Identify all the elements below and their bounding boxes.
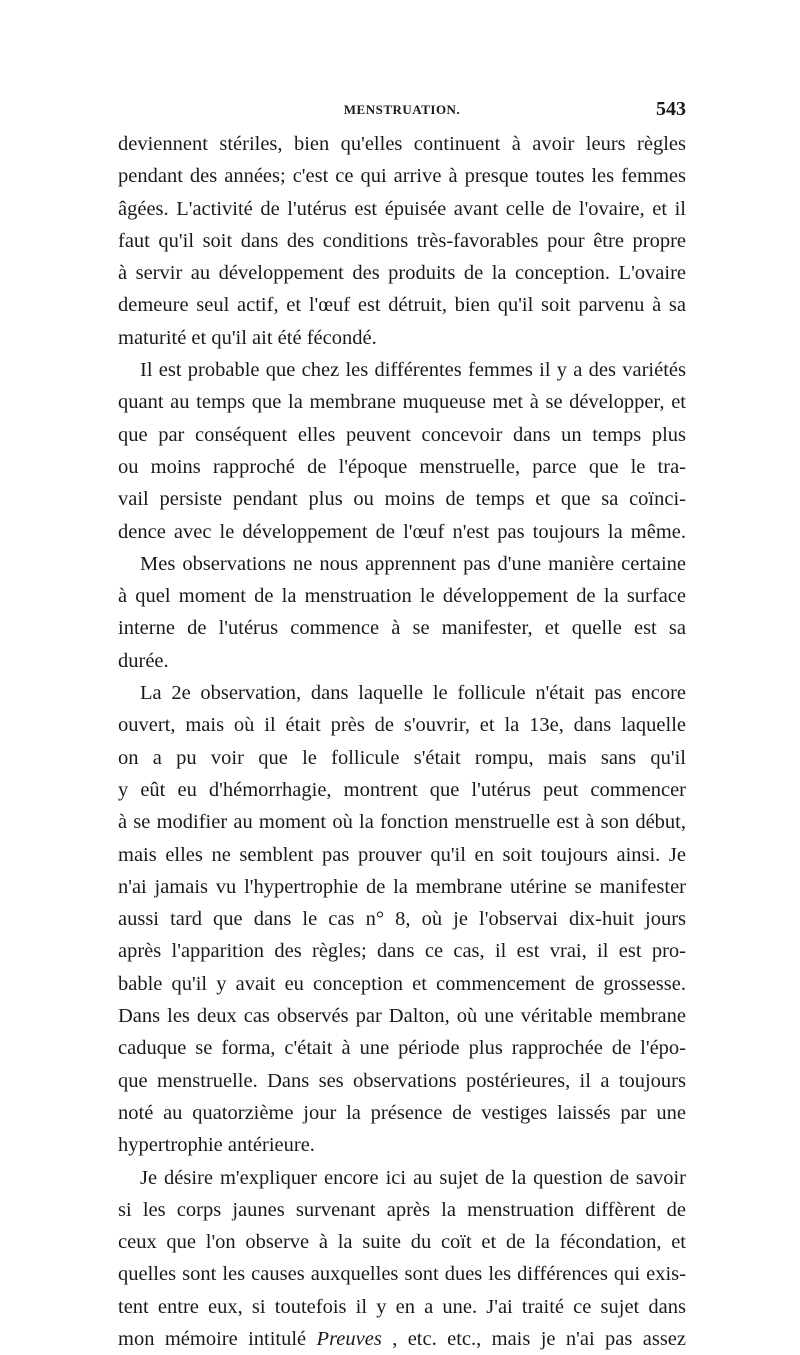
text-line: Il est probable que chez les différentes femmes il y a des variétés bbox=[140, 359, 686, 382]
text-line: caduque se forma, c'était à une période plus rapprochée de l'épo- bbox=[118, 1037, 686, 1060]
italic-title: Preuves bbox=[316, 1327, 382, 1350]
text-line: à se modifier au moment où la fonction menstruelle est à son début, bbox=[118, 811, 686, 834]
text-line: maturité et qu'il ait été fécondé. bbox=[118, 326, 377, 349]
text-line: après l'apparition des règles; dans ce cas, il est vrai, il est pro- bbox=[118, 940, 686, 963]
text-line: ouvert, mais où il était près de s'ouvrir, et la 13e, dans laquelle bbox=[118, 714, 686, 737]
text-line: âgées. L'activité de l'utérus est épuisée avant celle de l'ovaire, et il bbox=[118, 197, 686, 220]
text-line-last bbox=[118, 1323, 686, 1355]
text-fragment: mon mémoire intitulé bbox=[118, 1327, 317, 1350]
text-line: vail persiste pendant plus ou moins de temps et que sa coïnci- bbox=[118, 488, 686, 511]
text-line: que menstruelle. Dans ses observations postérieures, il a toujours bbox=[118, 1069, 686, 1092]
text-line: demeure seul actif, et l'œuf est détruit, bien qu'il soit parvenu à sa bbox=[118, 294, 686, 317]
text-line: Je désire m'expliquer encore ici au sujet de la question de savoir bbox=[140, 1166, 686, 1189]
text-line: faut qu'il soit dans des conditions très-favorables pour être propre bbox=[118, 229, 686, 252]
text-line: durée. bbox=[118, 649, 169, 672]
text-line: hypertrophie antérieure. bbox=[118, 1134, 315, 1157]
running-head: MENSTRUATION. bbox=[343, 102, 461, 117]
text-line: tent entre eux, si toutefois il y en a une. J'ai traité ce sujet dans bbox=[118, 1295, 686, 1318]
text-line: Dans les deux cas observés par Dalton, où une véritable membrane bbox=[118, 1005, 686, 1028]
text-line: La 2e observation, dans laquelle le follicule n'était pas encore bbox=[140, 682, 686, 705]
text-line: y eût eu d'hémorrhagie, montrent que l'utérus peut commencer bbox=[118, 778, 686, 801]
text-line: n'ai jamais vu l'hypertrophie de la membrane utérine se manifester bbox=[118, 875, 686, 898]
text-line: bable qu'il y avait eu conception et commencement de grossesse. bbox=[118, 972, 686, 995]
text-line: dence avec le développement de l'œuf n'est pas toujours la même. bbox=[118, 520, 686, 543]
text-line: ceux que l'on observe à la suite du coït et de la fécondation, et bbox=[118, 1231, 686, 1254]
text-line: ou moins rapproché de l'époque menstruelle, parce que le tra- bbox=[118, 455, 686, 478]
text-line: à servir au développement des produits de la conception. L'ovaire bbox=[118, 262, 686, 285]
text-line: quelles sont les causes auxquelles sont dues les différences qui exis- bbox=[118, 1263, 686, 1286]
page-header bbox=[118, 98, 686, 128]
text-line: pendant des années; c'est ce qui arrive à presque toutes les femmes bbox=[118, 165, 686, 188]
text-line: que par conséquent elles peuvent concevoir dans un temps plus bbox=[118, 423, 686, 446]
text-line: mais elles ne semblent pas prouver qu'il en soit toujours ainsi. Je bbox=[118, 843, 686, 866]
text-line: deviennent stériles, bien qu'elles continuent à avoir leurs règles bbox=[118, 133, 686, 155]
text-line: aussi tard que dans le cas n° 8, où je l'observai dix-huit jours bbox=[118, 908, 686, 931]
body-text bbox=[118, 128, 686, 1355]
page-number: 543 bbox=[656, 98, 686, 120]
text-line: à quel moment de la menstruation le développement de la surface bbox=[118, 585, 686, 608]
text-line: on a pu voir que le follicule s'était rompu, mais sans qu'il bbox=[118, 746, 686, 769]
text-line: Mes observations ne nous apprennent pas d'une manière certaine bbox=[140, 552, 686, 575]
text-line: si les corps jaunes survenant après la menstruation diffèrent de bbox=[118, 1198, 686, 1221]
text-line: noté au quatorzième jour la présence de vestiges laissés par une bbox=[118, 1101, 686, 1124]
text-fragment: , etc. etc., mais je n'ai pas assez bbox=[392, 1327, 687, 1350]
text-line: interne de l'utérus commence à se manifester, et quelle est sa bbox=[118, 617, 686, 640]
text-line: quant au temps que la membrane muqueuse met à se développer, et bbox=[118, 391, 686, 414]
